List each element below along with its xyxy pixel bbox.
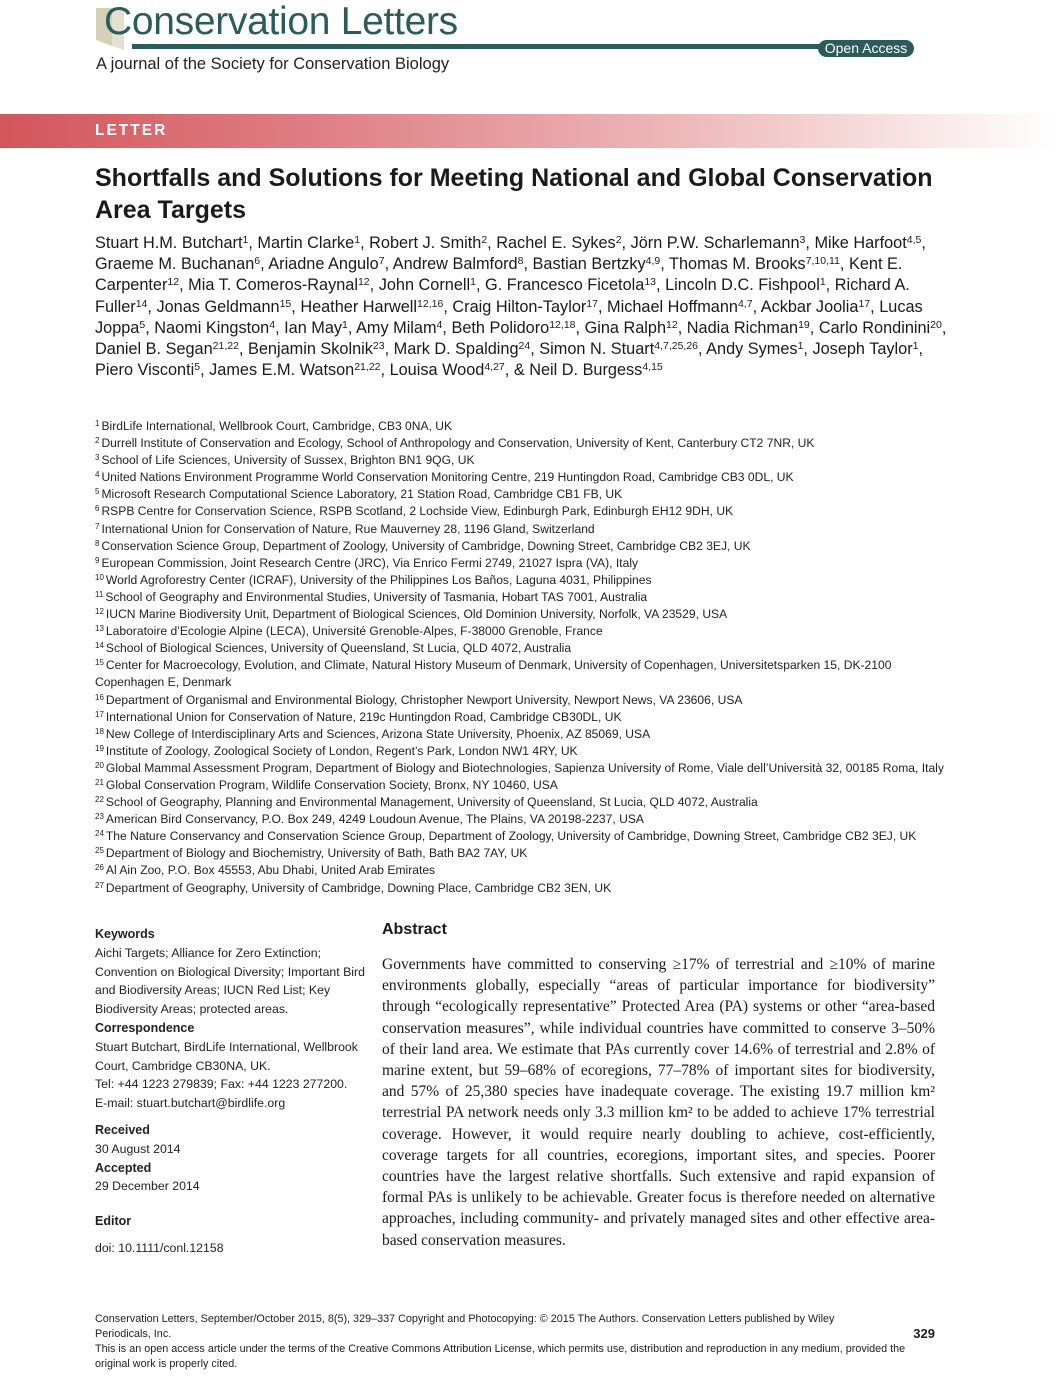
author-entry	[452, 298, 598, 316]
author-affiliation-marker: 23	[372, 340, 385, 353]
author-entry	[812, 340, 918, 358]
author-name: Thomas M. Brooks	[669, 255, 806, 274]
affiliation-item	[95, 880, 955, 897]
author-affiliation-marker: 12,16	[417, 297, 444, 310]
author-name: James E.M. Watson	[209, 361, 355, 380]
affiliation-number: 17	[95, 709, 104, 719]
affiliation-item	[95, 709, 955, 726]
author-entry	[496, 234, 621, 252]
affiliation-number: 15	[95, 658, 104, 668]
author-affiliation-marker: 3	[799, 234, 806, 246]
author-affiliation-marker: 5	[139, 318, 146, 331]
article-info-sidebar	[95, 925, 365, 1258]
author-affiliation-marker: 5	[194, 361, 201, 374]
author-name: Robert J. Smith	[369, 234, 482, 252]
affiliation-item	[95, 435, 955, 452]
author-entry	[814, 234, 921, 252]
affiliation-item	[95, 828, 955, 845]
affiliation-number: 27	[95, 880, 104, 890]
author-name: Richard A. Fuller	[95, 276, 910, 316]
author-name: Stuart H.M. Butchart	[95, 234, 243, 252]
affiliation-number: 25	[95, 846, 104, 856]
affiliation-item	[95, 469, 955, 486]
affiliation-item	[95, 521, 955, 538]
affiliation-number: 1	[95, 419, 100, 428]
affiliation-text: European Commission, Joint Research Centre (JRC), Via Enrico Fermi 2749, 21027 Ispra (VA), Italy	[101, 555, 639, 570]
journal-subtitle: A journal of the Society for Conservation Biology	[96, 55, 450, 73]
affiliation-item	[95, 589, 955, 606]
affiliation-item	[95, 503, 955, 520]
author-entry	[514, 361, 663, 379]
affiliation-number: 20	[95, 760, 104, 770]
author-affiliation-marker: 21,22	[354, 361, 381, 374]
affiliation-number: 21	[95, 777, 104, 787]
keywords-text: Aichi Targets; Alliance for Zero Extinction; Convention on Biological Diversity; Important Bird and Biodiversity Areas; IUCN Red List; Key Biodiversity Areas; protected areas.	[95, 945, 365, 1017]
author-name: Andy Symes	[706, 340, 798, 359]
author-entry	[819, 319, 942, 337]
affiliation-number: 2	[95, 436, 100, 446]
affiliation-item	[95, 845, 955, 862]
affiliation-text: School of Geography, Planning and Environmental Management, University of Queensland, St Lucia, QLD 4072, Australia	[105, 795, 758, 810]
author-affiliation-marker: 20	[930, 318, 942, 331]
affiliation-item	[95, 555, 955, 572]
author-name: Nadia Richman	[686, 318, 799, 337]
author-name: Simon N. Stuart	[539, 340, 655, 359]
author-affiliation-marker: 4,27	[484, 361, 505, 374]
paper-title: Shortfalls and Solutions for Meeting National and Global Conservation Area Targets	[95, 164, 933, 224]
correspondence-email[interactable]: E-mail: stuart.butchart@birdlife.org	[95, 1096, 286, 1111]
author-affiliation-marker: 24	[518, 340, 531, 353]
affiliation-item	[95, 743, 955, 760]
author-entry	[248, 340, 385, 358]
author-affiliation-marker: 6	[254, 255, 261, 268]
author-entry	[394, 340, 531, 358]
abstract-heading: Abstract	[382, 921, 447, 938]
author-entry	[539, 340, 698, 358]
author-entry	[156, 298, 291, 316]
author-affiliation-marker: 15	[279, 297, 292, 310]
affiliation-item	[95, 760, 955, 777]
affiliation-number: 13	[95, 624, 104, 634]
author-affiliation-marker: 4	[436, 318, 443, 331]
author-affiliation-marker: 4,15	[642, 361, 663, 374]
author-affiliation-marker: 4,5	[906, 234, 922, 246]
author-entry	[379, 276, 476, 294]
author-name: Lucas Joppa	[95, 297, 923, 337]
affiliation-item	[95, 538, 955, 555]
editor-heading: Editor	[95, 1214, 132, 1229]
affiliation-number: 8	[95, 538, 100, 548]
author-entry	[95, 234, 248, 252]
author-affiliation-marker: 19	[798, 318, 810, 331]
author-name: Martin Clarke	[257, 234, 355, 252]
author-affiliation-marker: 17	[858, 297, 871, 310]
author-entry	[154, 319, 275, 337]
author-name: Michael Hoffmann	[607, 297, 738, 316]
author-name: Heather Harwell	[300, 297, 418, 316]
affiliation-text: Durrell Institute of Conservation and Ecology, School of Anthropology and Conservation, University of Kent, Canterbury CT2 7NR, UK	[101, 436, 815, 451]
affiliation-number: 22	[95, 795, 104, 805]
affiliation-number: 16	[95, 692, 104, 702]
affiliation-text: Global Conservation Program, Wildlife Conservation Society, Bronx, NY 10460, USA	[105, 777, 558, 792]
author-entry	[631, 234, 806, 252]
affiliation-text: Global Mammal Assessment Program, Department of Biology and Biotechnologies, Sapienza University of Rome, Viale dell’Università 32, 00185 Roma, Italy	[105, 760, 944, 775]
affiliation-number: 12	[95, 607, 104, 617]
affiliation-item	[95, 418, 955, 435]
affiliation-number: 5	[95, 487, 100, 497]
affiliation-text: World Agroforestry Center (ICRAF), University of the Philippines Los Baños, Laguna 4031, Philippines	[105, 572, 652, 587]
author-affiliation-marker: 2	[481, 234, 488, 246]
author-name: Graeme M. Buchanan	[95, 255, 255, 274]
author-affiliation-marker: 7,10,11	[805, 255, 840, 268]
affiliation-text: Laboratoire d’Ecologie Alpine (LECA), Université Grenoble-Alpes, F-38000 Grenoble, France	[105, 624, 603, 639]
author-entry	[485, 276, 656, 294]
affiliation-text: Department of Organismal and Environmental Biology, Christopher Newport University, Newport News, VA 23606, USA	[105, 692, 743, 707]
affiliation-text: School of Life Sciences, University of Sussex, Brighton BN1 9QG, UK	[101, 453, 475, 468]
affiliation-item	[95, 811, 955, 828]
affiliation-text: Department of Geography, University of Cambridge, Downing Place, Cambridge CB2 3EN, UK	[105, 880, 612, 895]
correspondence-text: Stuart Butchart, BirdLife International, Wellbrook Court, Cambridge CB30NA, UK.	[95, 1039, 358, 1073]
affiliation-number: 7	[95, 521, 100, 531]
author-name: & Neil D. Burgess	[513, 361, 643, 380]
affiliation-item	[95, 486, 955, 503]
affiliation-text: RSPB Centre for Conservation Science, RSPB Scotland, 2 Lochside View, Edinburgh Park, Edinburgh EH12 9DH, UK	[101, 504, 734, 519]
author-affiliation-marker: 1	[819, 276, 826, 289]
author-entry	[356, 319, 442, 337]
author-entry	[369, 234, 487, 252]
author-entry	[188, 276, 370, 294]
author-name: Mike Harfoot	[814, 234, 907, 252]
author-affiliation-marker: 4,9	[645, 255, 661, 268]
author-affiliation-marker: 1	[354, 234, 361, 246]
affiliation-text: School of Geography and Environmental Studies, University of Tasmania, Hobart TAS 7001, Australia	[105, 589, 648, 604]
author-name: John Cornell	[378, 276, 471, 295]
author-entry	[585, 319, 678, 337]
author-entry	[393, 255, 524, 273]
author-entry	[95, 340, 239, 358]
affiliation-number: 11	[95, 589, 104, 599]
affiliation-list	[95, 418, 955, 897]
author-affiliation-marker: 14	[135, 297, 148, 310]
affiliation-text: International Union for Conservation of Nature, Rue Mauverney 28, 1196 Gland, Switzerland	[101, 521, 595, 536]
author-affiliation-marker: 12	[666, 318, 678, 331]
author-entry	[687, 319, 810, 337]
author-name: G. Francesco Ficetola	[485, 276, 645, 295]
author-name: Piero Visconti	[95, 361, 195, 380]
author-entry	[669, 255, 840, 273]
affiliation-number: 23	[95, 812, 104, 822]
author-name: Gina Ralph	[584, 318, 667, 337]
accepted-heading: Accepted	[95, 1160, 152, 1175]
author-entry	[665, 276, 826, 294]
accepted-date: 29 December 2014	[95, 1179, 200, 1194]
author-affiliation-marker: 17	[586, 297, 598, 310]
author-affiliation-marker: 1	[470, 276, 476, 289]
author-entry	[300, 298, 443, 316]
affiliation-number: 14	[95, 641, 104, 651]
author-name: Ariadne Angulo	[268, 255, 379, 274]
author-name: Ian May	[284, 318, 343, 337]
author-name: Joseph Taylor	[812, 340, 913, 359]
author-name: Mark D. Spalding	[393, 340, 519, 359]
author-affiliation-marker: 13	[644, 276, 656, 289]
author-name: Jonas Geldmann	[156, 297, 280, 316]
received-date: 30 August 2014	[95, 1141, 181, 1156]
affiliation-item	[95, 452, 955, 469]
author-affiliation-marker: 4	[269, 318, 276, 331]
footer-citation: Conservation Letters, September/October 2015, 8(5), 329–337 Copyright and Photocopying: © 2015 The Authors. Conservation Letters published by Wiley Periodicals, Inc.	[95, 1313, 835, 1340]
author-name: Jörn P.W. Scharlemann	[630, 234, 800, 252]
affiliation-text: United Nations Environment Programme World Conservation Monitoring Centre, 219 Huntingdon Road, Cambridge CB3 0DL, UK	[101, 470, 794, 485]
author-affiliation-marker: 12	[357, 276, 370, 289]
author-entry	[268, 255, 384, 273]
author-entry	[257, 234, 360, 252]
affiliation-text: Al Ain Zoo, P.O. Box 45553, Abu Dhabi, United Arab Emirates	[105, 863, 436, 878]
affiliation-text: Department of Biology and Biochemistry, University of Bath, Bath BA2 7AY, UK	[105, 846, 528, 861]
author-entry	[533, 255, 661, 273]
author-name: Beth Polidoro	[451, 318, 550, 337]
author-name: Naomi Kingston	[154, 318, 270, 337]
abstract-text: Governments have committed to conserving ≥17% of terrestrial and ≥10% of marine environments globally, especially “areas of particular importance for biodiversity” through “ecologically representative” Protected Area (PA) systems or other “area-based conservation measures”, while individual countries have committed to conserve 3–50% of their land area. We estimate that PAs currently cover 14.6% of terrestrial and 2.8% of marine extent, but 59–68% of ecoregions, 77–78% of important sites for biodiversity, and 57% of 25,380 species have inadequate coverage. The existing 19.7 million km² terrestrial PA network needs only 3.3 million km² to be added to achieve 17% terrestrial coverage. However, it would require nearly doubling to achieve, cost-efficiently, coverage targets for all countries, ecoregions, important sites, and species. Poorer countries have the largest relative shortfalls. Such extensive and rapid expansion of formal PAs is unlikely to be achievable. Greater focus is therefore needed on alternative approaches, including community- and privately managed sites and other effective area-based conservation measures.	[382, 956, 935, 1249]
author-affiliation-marker: 4,7	[737, 297, 753, 310]
author-name: Mia T. Comeros-Raynal	[188, 276, 358, 295]
affiliation-number: 3	[95, 453, 100, 463]
author-entry	[607, 298, 753, 316]
author-entry	[451, 319, 575, 337]
affiliation-number: 26	[95, 863, 104, 873]
affiliation-number: 24	[95, 829, 104, 839]
affiliation-text: School of Biological Sciences, University of Queensland, St Lucia, QLD 4072, Australia	[105, 641, 572, 656]
affiliation-item	[95, 862, 955, 879]
doi[interactable]: doi: 10.1111/conl.12158	[95, 1240, 224, 1255]
author-affiliation-marker: 2	[615, 234, 622, 246]
affiliation-item	[95, 623, 955, 640]
affiliation-number: 6	[95, 504, 100, 514]
author-affiliation-marker: 7	[378, 255, 385, 268]
author-name: Lincoln D.C. Fishpool	[665, 276, 820, 295]
author-name: Benjamin Skolnik	[248, 340, 373, 359]
author-affiliation-marker: 1	[912, 340, 919, 353]
affiliation-text: IUCN Marine Biodiversity Unit, Department of Biological Sciences, Old Dominion University, Norfolk, VA 23529, USA	[105, 607, 728, 622]
affiliation-text: BirdLife International, Wellbrook Court, Cambridge, CB3 0NA, UK	[101, 419, 453, 433]
author-affiliation-marker: 8	[517, 255, 524, 268]
author-name: Louisa Wood	[389, 361, 485, 380]
affiliation-number: 19	[95, 743, 104, 753]
affiliation-item	[95, 657, 955, 691]
affiliation-text: International Union for Conservation of Nature, 219c Huntingdon Road, Cambridge CB30DL, UK	[105, 709, 622, 724]
author-entry	[706, 340, 803, 358]
affiliation-text: New College of Interdisciplinary Arts and Sciences, Arizona State University, Phoenix, AZ 85069, USA	[105, 726, 651, 741]
author-name: Kent E. Carpenter	[95, 255, 903, 295]
correspondence-heading: Correspondence	[95, 1020, 195, 1035]
affiliation-item	[95, 606, 955, 623]
author-name: Rachel E. Sykes	[496, 234, 616, 252]
received-heading: Received	[95, 1122, 150, 1137]
affiliation-item	[95, 726, 955, 743]
author-name: Amy Milam	[356, 318, 437, 337]
correspondence-phone: Tel: +44 1223 279839; Fax: +44 1223 277200.	[95, 1077, 348, 1092]
journal-title: Conservation Letters	[104, 0, 458, 43]
author-affiliation-marker: 1	[242, 234, 249, 246]
affiliation-item	[95, 640, 955, 657]
author-affiliation-marker: 12	[167, 276, 180, 289]
author-name: Andrew Balmford	[392, 255, 518, 274]
author-name: Bastian Bertzky	[532, 255, 646, 274]
author-entry	[761, 298, 870, 316]
keywords-heading: Keywords	[95, 927, 155, 941]
affiliation-number: 10	[95, 572, 104, 582]
author-entry	[95, 361, 200, 379]
affiliation-number: 9	[95, 555, 100, 565]
author-affiliation-marker: 12,18	[549, 318, 576, 331]
author-affiliation-marker: 4,7,25,26	[654, 340, 699, 353]
open-access-badge: Open Access	[818, 40, 914, 57]
footer-license: This is an open access article under the terms of the Creative Commons Attribution License, which permits use, distribution and reproduction in any medium, provided the original work is properly cited.	[95, 1343, 906, 1370]
article-type-label: LETTER	[95, 122, 168, 139]
author-entry	[209, 361, 380, 379]
author-entry	[95, 255, 260, 273]
author-entry	[390, 361, 505, 379]
affiliation-text: The Nature Conservancy and Conservation Science Group, Department of Zoology, University of Cambridge, Downing Street, Cambridge CB2 3EJ, UK	[105, 829, 917, 844]
author-list: Stuart H.M. Butchart$^1$, Martin Clarke$^1$, Robert J. Smith$^2$, Rachel E. Sykes$^2$, Jörn P.W. Scharlemann$^3$, Mike Harfoot$^{4,5}$, Graeme M. Buchanan$^6$, Ariadne Angulo$^7$, Andrew Balmford$^8$, Bastian Bertzky$^{4,9}$, Thomas M. Brooks$^{7,10,11}$, Kent E. Carpenter$^{12}$, Mia T. Comeros-Raynal$^{12}$, John Cornell$^1$, G. Francesco Ficetola$^{13}$, Lincoln D.C. Fishpool$^1$, Richard A. Fuller$^{14}$, Jonas Geldmann$^{15}$, Heather Harwell$^{12,16}$, Craig Hilton-Taylor$^{17}$, Michael Hoffmann$^{4,7}$, Ackbar Joolia$^{17}$, Lucas Joppa$^5$, Naomi Kingston$^4$, Ian May$^1$, Amy Milam$^4$, Beth Polidoro$^{12,18}$, Gina Ralph$^{12}$, Nadia Richman$^{19}$, Carlo Rondinini$^{20}$, Daniel B. Segan$^{21,22}$, Benjamin Skolnik$^{23}$, Mark D. Spalding$^{24}$, Simon N. Stuart$^{4,7,25,26}$, Andy Symes$^1$, Joseph Taylor$^1$, Piero Visconti$^5$, James E.M. Watson$^{21,22}$, Louisa Wood$^{4,27}$, & Neil D. Burgess$^{4,15}$	[95, 234, 947, 380]
author-affiliation-marker: 1	[342, 318, 348, 331]
author-name: Carlo Rondinini	[818, 318, 931, 337]
author-name: Daniel B. Segan	[95, 340, 213, 359]
affiliation-text: Institute of Zoology, Zoological Society of London, Regent’s Park, London NW1 4RY, UK	[105, 743, 578, 758]
author-name: Ackbar Joolia	[760, 297, 859, 316]
affiliation-number: 18	[95, 726, 104, 736]
affiliation-text: Microsoft Research Computational Science Laboratory, 21 Station Road, Cambridge CB1 FB, UK	[101, 487, 623, 502]
affiliation-text: Conservation Science Group, Department of Zoology, University of Cambridge, Downing Street, Cambridge CB2 3EJ, UK	[101, 538, 751, 553]
author-name: Craig Hilton-Taylor	[452, 297, 587, 316]
affiliation-text: Center for Macroecology, Evolution, and Climate, Natural History Museum of Denmark, University of Copenhagen, Universitetsparken 15, DK-2100 Copenhagen E, Denmark	[95, 658, 892, 690]
affiliation-item	[95, 572, 955, 589]
affiliation-item	[95, 794, 955, 811]
affiliation-text: American Bird Conservancy, P.O. Box 249, 4249 Loudoun Avenue, The Plains, VA 20198-2237, USA	[105, 812, 644, 827]
page-number: 329	[913, 1326, 935, 1341]
author-affiliation-marker: 21,22	[212, 340, 239, 353]
affiliation-item	[95, 692, 955, 709]
header-rule	[132, 44, 822, 49]
author-affiliation-marker: 1	[797, 340, 804, 353]
author-entry	[284, 319, 348, 337]
affiliation-item	[95, 777, 955, 794]
affiliation-number: 4	[95, 470, 100, 480]
